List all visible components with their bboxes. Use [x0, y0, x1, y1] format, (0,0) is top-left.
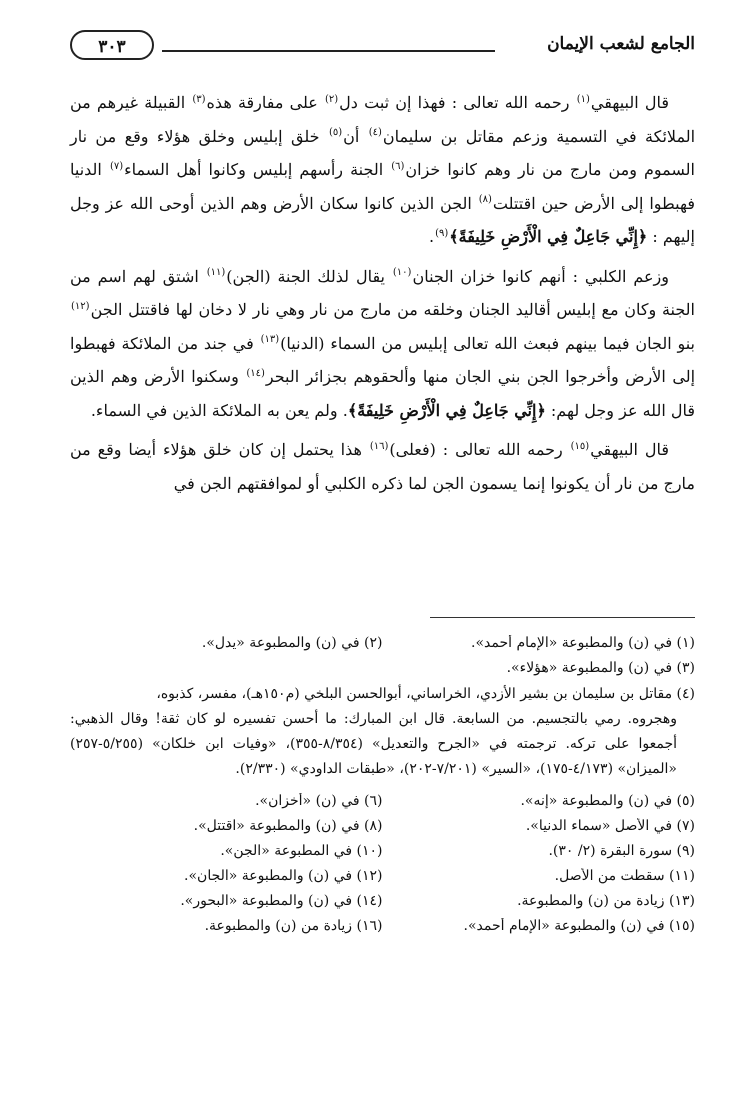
- footnote-ref: (٨): [478, 194, 492, 206]
- running-title: الجامع لشعب الإيمان: [547, 34, 695, 54]
- footnote-ref: (١٢): [71, 300, 90, 312]
- footnote-ref: (٧): [109, 160, 124, 172]
- text-segment: . ولم يعن به الملائكة الذين في السماء.: [90, 400, 348, 420]
- footnote-continuation: وهجروه. رمي بالتجسيم. من السابعة. قال ابن المبارك: ما أحسن تفسيره لو كان ثقة! وقال الذهبي: أجمعوا على تركه. ترجمته في «الجرح والتعديل» (٨/٣٥٤-٣٥٥)، «وفيات ابن خلكان» (٥/٢٥٥-٢٥٧) «الميزان» (٤/١٧٣-١٧٥)، «السير» (٧/٢٠١-٢٠٢)، «طبقات الداودي» (٢/٣٣٠).: [70, 711, 677, 777]
- footnote-separator: [430, 617, 695, 618]
- footnote: (٥) في (ن) والمطبوعة «إنه».: [520, 792, 695, 809]
- footnote-row: [70, 813, 695, 838]
- footnote-row: [70, 788, 695, 813]
- footnote: (١٤) في (ن) والمطبوعة «البحور».: [180, 892, 383, 909]
- text-segment: الجنة رأسهم إبليس وكانوا أهل السماء: [124, 160, 391, 179]
- text-segment: الجن الذين كانوا سكان الأرض وهم الذين أوحى الله عز وجل إليهم :: [70, 193, 695, 246]
- footnote: (١١) سقطت من الأصل.: [554, 867, 695, 884]
- footnote: (١٢) في (ن) والمطبوعة «الجان».: [184, 867, 383, 884]
- text-segment: أن: [343, 126, 368, 146]
- text-segment: اشتق لهم اسم من الجنة وكان مع إبليس أقاليد الجنان وخلقه من مارج من نار وهي نار لا دخان لها فاقتتل الجن: [70, 266, 695, 319]
- footnote-ref: (١٠): [392, 267, 412, 279]
- quran-verse: ﴿إِنِّي جَاعِلٌ فِي الْأَرْضِ خَلِيفَةً﴾: [347, 400, 546, 420]
- footnote-ref: (٥): [328, 127, 343, 139]
- footnote: (٨) في (ن) والمطبوعة «اقتتل».: [193, 817, 383, 834]
- footnote-ref: (٩): [435, 227, 449, 239]
- footnote: (١٥) في (ن) والمطبوعة «الإمام أحمد».: [463, 917, 695, 934]
- text-segment: هذا يحتمل إن كان خلق هؤلاء أيضا وقع من مارج من نار أن يكونوا إنما يسمون الجن لما ذكره الكلبي أو لموافقتهم الجن في: [70, 440, 695, 493]
- footnote: (٣) في (ن) والمطبوعة «هؤلاء».: [506, 659, 695, 676]
- text-segment: .: [428, 227, 435, 246]
- text-segment: قال البيهقي: [590, 93, 670, 112]
- footnote-row: [70, 888, 695, 913]
- paragraph: [70, 433, 695, 500]
- text-segment: القبيلة غيرهم من الملائكة في التسمية وزعم مقاتل بن سليمان: [70, 93, 696, 146]
- text-segment: وزعم الكلبي : أنهم كانوا خزان الجنان: [412, 266, 670, 286]
- footnote-ref: (٢): [324, 93, 339, 105]
- footnote: (٩) سورة البقرة (٢/ ٣٠).: [548, 842, 695, 859]
- footnote-ref: (١٣): [260, 334, 280, 346]
- footnote-row: [70, 838, 695, 863]
- footnote-row: [70, 655, 695, 680]
- text-segment: على مفارقة هذه: [206, 93, 324, 112]
- text-segment: رحمه الله تعالى : (فعلى): [389, 440, 570, 459]
- text-segment: في جند من الملائكة فهبطوا إلى الأرض وأخرجوا الجن بني الجان منها وألحقوهم بجزائر البحر: [70, 333, 696, 386]
- footnote-long: [70, 682, 695, 782]
- quran-verse: ﴿إِنِّي جَاعِلٌ فِي الْأَرْضِ خَلِيفَةً﴾: [449, 227, 648, 246]
- text-segment: وسكنوا الأرض وهم الذين قال الله عز وجل لهم:: [70, 367, 695, 420]
- footnote-ref: (٤): [368, 127, 382, 139]
- footnote: (١) في (ن) والمطبوعة «الإمام أحمد».: [471, 634, 695, 651]
- text-segment: خلق إبليس وخلق هؤلاء وقع من نار السموم ومن مارج من نار وهم كانوا خزان: [70, 126, 695, 179]
- footnote-ref: (١١): [206, 267, 226, 279]
- footnote-ref: (١٤): [246, 367, 265, 379]
- footnote-ref: (١٥): [570, 440, 590, 452]
- page-header: [70, 30, 695, 66]
- text-segment: الدنيا فهبطوا إلى الأرض حين اقتتلت: [70, 160, 696, 213]
- footnote-ref: (١٦): [369, 440, 389, 452]
- footnote: (٧) في الأصل «سماء الدنيا».: [525, 817, 695, 834]
- paragraph: [70, 86, 695, 254]
- page-number: ٣٠٣: [70, 30, 154, 60]
- text-segment: بنو الجان فيما بينهم فبعث الله تعالى إبليس من السماء (الدنيا): [280, 333, 696, 353]
- footnote: (٦) في (ن) «أخزان».: [255, 792, 383, 809]
- footnote: (١٣) زيادة من (ن) والمطبوعة.: [517, 892, 695, 909]
- footnote-ref: (٣): [192, 93, 206, 105]
- footnote: (٤) مقاتل بن سليمان بن بشير الأزدي، الخراساني، أبوالحسن البلخي (م١٥٠هـ)، مفسر، كذبوه،: [156, 686, 695, 702]
- footnote-ref: (١): [576, 93, 590, 105]
- footnote-ref: (٦): [391, 160, 405, 172]
- footnote-row: [70, 913, 695, 938]
- footnote-row: [70, 630, 695, 655]
- text-segment: رحمه الله تعالى : فهذا إن ثبت دل: [339, 93, 576, 112]
- text-segment: قال البيهقي: [590, 440, 670, 459]
- footnote-row: [70, 863, 695, 888]
- footnotes: [70, 630, 695, 938]
- paragraph: [70, 260, 695, 428]
- text-segment: يقال لذلك الجنة (الجن): [226, 266, 392, 286]
- footnote: (١٠) في المطبوعة «الجن».: [220, 842, 383, 859]
- footnote: (٢) في (ن) والمطبوعة «يدل».: [201, 634, 383, 651]
- header-rule: [162, 50, 495, 52]
- footnote: (١٦) زيادة من (ن) والمطبوعة.: [204, 917, 383, 934]
- main-text: [70, 86, 695, 506]
